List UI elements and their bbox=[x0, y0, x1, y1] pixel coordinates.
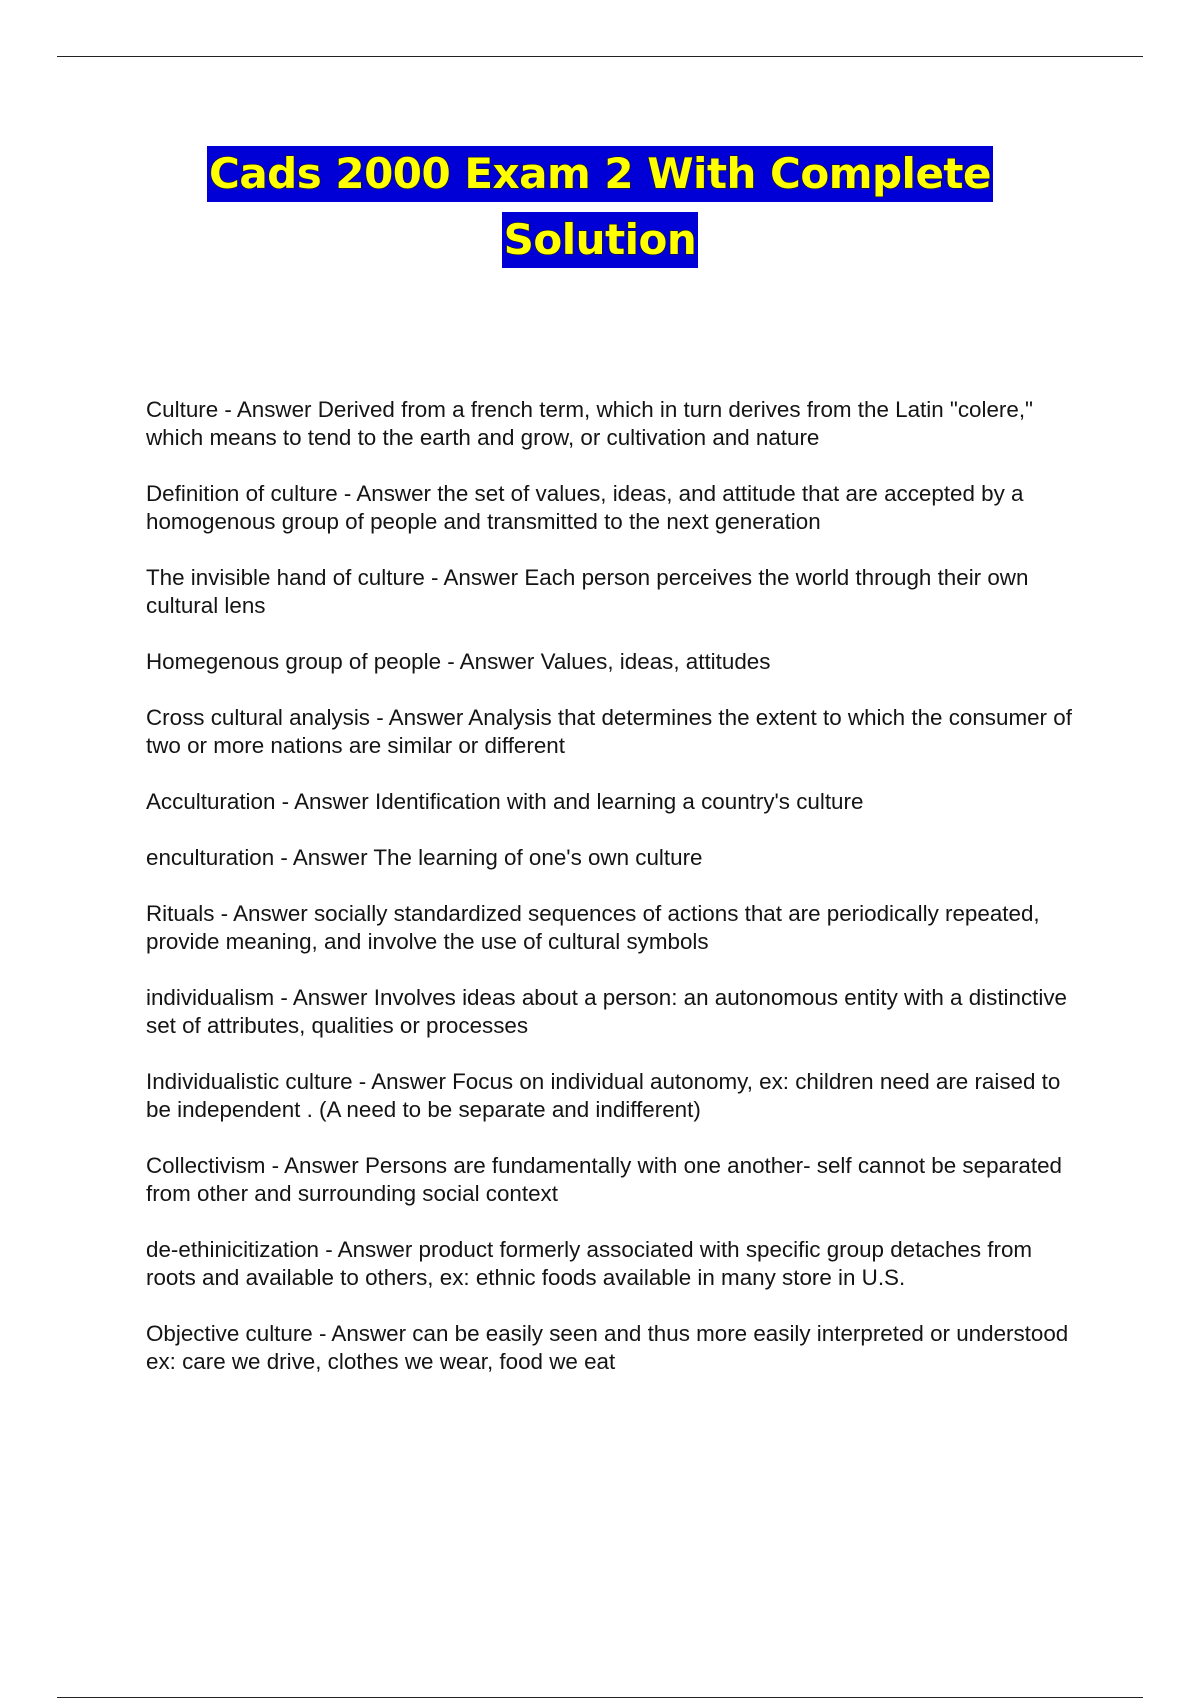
qa-item: The invisible hand of culture - Answer Each person perceives the world through their own cultural lens bbox=[146, 565, 1029, 618]
qa-item: Acculturation - Answer Identification with and learning a country's culture bbox=[146, 789, 864, 814]
top-rule bbox=[57, 56, 1143, 57]
bottom-rule bbox=[57, 1697, 1143, 1698]
qa-item: Cross cultural analysis - Answer Analysis that determines the extent to which the consumer of two or more nations are similar or different bbox=[146, 705, 1072, 758]
qa-item: individualism - Answer Involves ideas about a person: an autonomous entity with a distinctive set of attributes, qualities or processes bbox=[146, 985, 1068, 1038]
qa-list bbox=[146, 396, 1086, 1404]
qa-item: Individualistic culture - Answer Focus on individual autonomy, ex: children need are raised to be independent . (A need to be separate and indifferent) bbox=[146, 1069, 1061, 1122]
qa-item: Rituals - Answer socially standardized sequences of actions that are periodically repeated, provide meaning, and involve the use of cultural symbols bbox=[146, 901, 1040, 954]
page-title bbox=[0, 146, 1200, 278]
title-line-2: Solution bbox=[502, 212, 699, 268]
qa-item: Definition of culture - Answer the set of values, ideas, and attitude that are accepted by a homogenous group of people and transmitted to the next generation bbox=[146, 481, 1024, 534]
title-line-1: Cads 2000 Exam 2 With Complete bbox=[207, 146, 993, 202]
qa-item: Collectivism - Answer Persons are fundamentally with one another- self cannot be separated from other and surrounding social context bbox=[146, 1153, 1063, 1206]
qa-item: Homegenous group of people - Answer Values, ideas, attitudes bbox=[146, 649, 771, 674]
qa-item: Culture - Answer Derived from a french term, which in turn derives from the Latin "colere," which means to tend to the earth and grow, or cultivation and nature bbox=[146, 397, 1033, 450]
qa-item: de-ethinicitization - Answer product formerly associated with specific group detaches from roots and available to others, ex: ethnic foods available in many store in U.S. bbox=[146, 1237, 1033, 1290]
qa-item: Objective culture - Answer can be easily seen and thus more easily interpreted or understood ex: care we drive, clothes we wear, food we eat bbox=[146, 1321, 1069, 1374]
qa-item: enculturation - Answer The learning of one's own culture bbox=[146, 845, 703, 870]
